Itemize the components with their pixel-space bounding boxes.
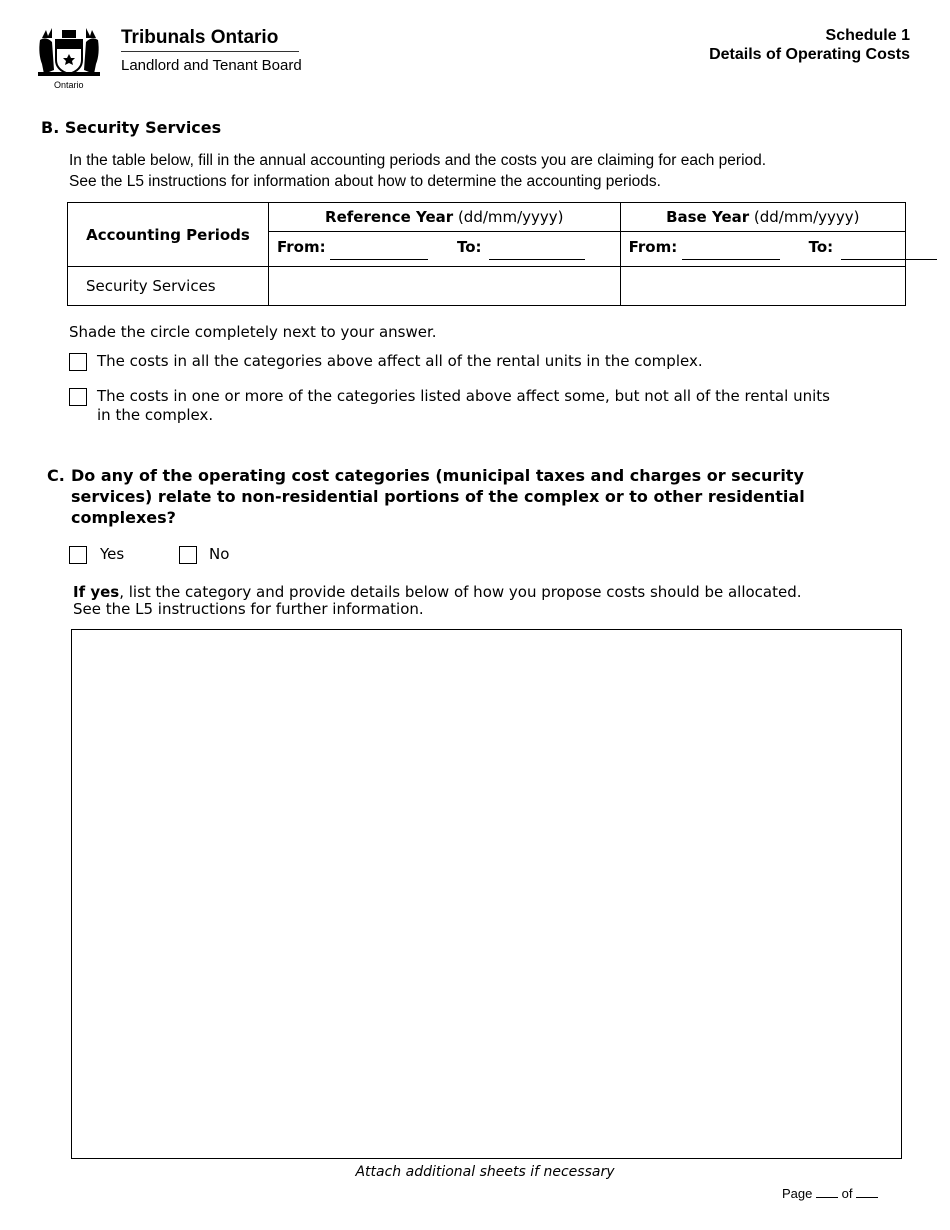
attach-note: Attach additional sheets if necessary (355, 1164, 615, 1180)
no-label: No (209, 545, 230, 563)
reference-year-dates (269, 232, 621, 267)
ontario-logo (36, 24, 102, 92)
schedule-heading (709, 26, 910, 64)
if-yes-line-1 (73, 584, 802, 601)
option-all-units: The costs in all the categories above affect all of the rental units in the complex. (97, 352, 703, 370)
page-number (782, 1185, 878, 1201)
accounting-periods-table (67, 202, 906, 306)
section-b-title: B. Security Services (41, 118, 222, 137)
base-to-input[interactable] (841, 259, 937, 260)
base-year-dates (620, 232, 905, 267)
org-subtitle: Landlord and Tenant Board (121, 57, 302, 74)
base-year-header (620, 203, 905, 232)
base-year-format: (dd/mm/yyyy) (749, 208, 860, 226)
if-yes-rest: , list the category and provide details below of how you propose costs should be allocated. (119, 583, 802, 601)
if-yes-bold: If yes (73, 583, 120, 601)
reference-year-cost-cell[interactable] (269, 267, 621, 306)
section-c-letter: C. (47, 466, 65, 485)
base-year-cost-cell[interactable] (620, 267, 905, 306)
page-label: Page (782, 1186, 813, 1201)
base-from-label: From: (628, 238, 678, 256)
reference-from-label: From: (277, 238, 326, 256)
section-b-intro (69, 150, 766, 192)
logo-caption: Ontario (54, 80, 84, 90)
security-services-label: Security Services (68, 267, 269, 306)
if-yes-instructions (73, 584, 802, 618)
header-divider (121, 51, 299, 52)
reference-to-input[interactable] (489, 259, 585, 260)
reference-to-label: To: (457, 238, 482, 256)
org-name: Tribunals Ontario (121, 27, 279, 48)
accounting-periods-header: Accounting Periods (68, 203, 269, 267)
no-checkbox[interactable] (179, 546, 197, 564)
shade-instruction: Shade the circle completely next to your answer. (69, 323, 437, 341)
intro-line-1: In the table below, fill in the annual accounting periods and the costs you are claiming for each period. (69, 152, 767, 169)
option-some-units-line-2: in the complex. (97, 406, 214, 424)
intro-line-2: See the L5 instructions for information about how to determine the accounting periods. (69, 173, 661, 190)
section-c-question (47, 465, 847, 527)
yes-checkbox[interactable] (69, 546, 87, 564)
reference-from-input[interactable] (330, 259, 428, 260)
reference-year-label: Reference Year (325, 208, 454, 226)
option-some-units (97, 387, 830, 425)
if-yes-line-2: See the L5 instructions for further information. (73, 600, 424, 618)
allocation-details-textarea[interactable] (71, 629, 902, 1159)
base-to-label: To: (808, 238, 834, 256)
some-units-checkbox[interactable] (69, 388, 87, 406)
of-label: of (841, 1186, 853, 1201)
schedule-subtitle: Details of Operating Costs (709, 46, 910, 63)
option-some-units-line-1: The costs in one or more of the categories listed above affect some, but not all of the rental units (97, 387, 830, 405)
section-c-text: Do any of the operating cost categories (municipal taxes and charges or security services) relate to non-residential portions of the complex or to other residential complexes? (71, 466, 805, 527)
reference-year-format: (dd/mm/yyyy) (453, 208, 564, 226)
all-units-checkbox[interactable] (69, 353, 87, 371)
reference-year-header (269, 203, 621, 232)
yes-label: Yes (100, 545, 125, 563)
base-from-input[interactable] (682, 259, 780, 260)
base-year-label: Base Year (666, 208, 750, 226)
schedule-title: Schedule 1 (825, 27, 910, 44)
page-current-input[interactable] (816, 1185, 838, 1198)
page-total-input[interactable] (856, 1185, 878, 1198)
